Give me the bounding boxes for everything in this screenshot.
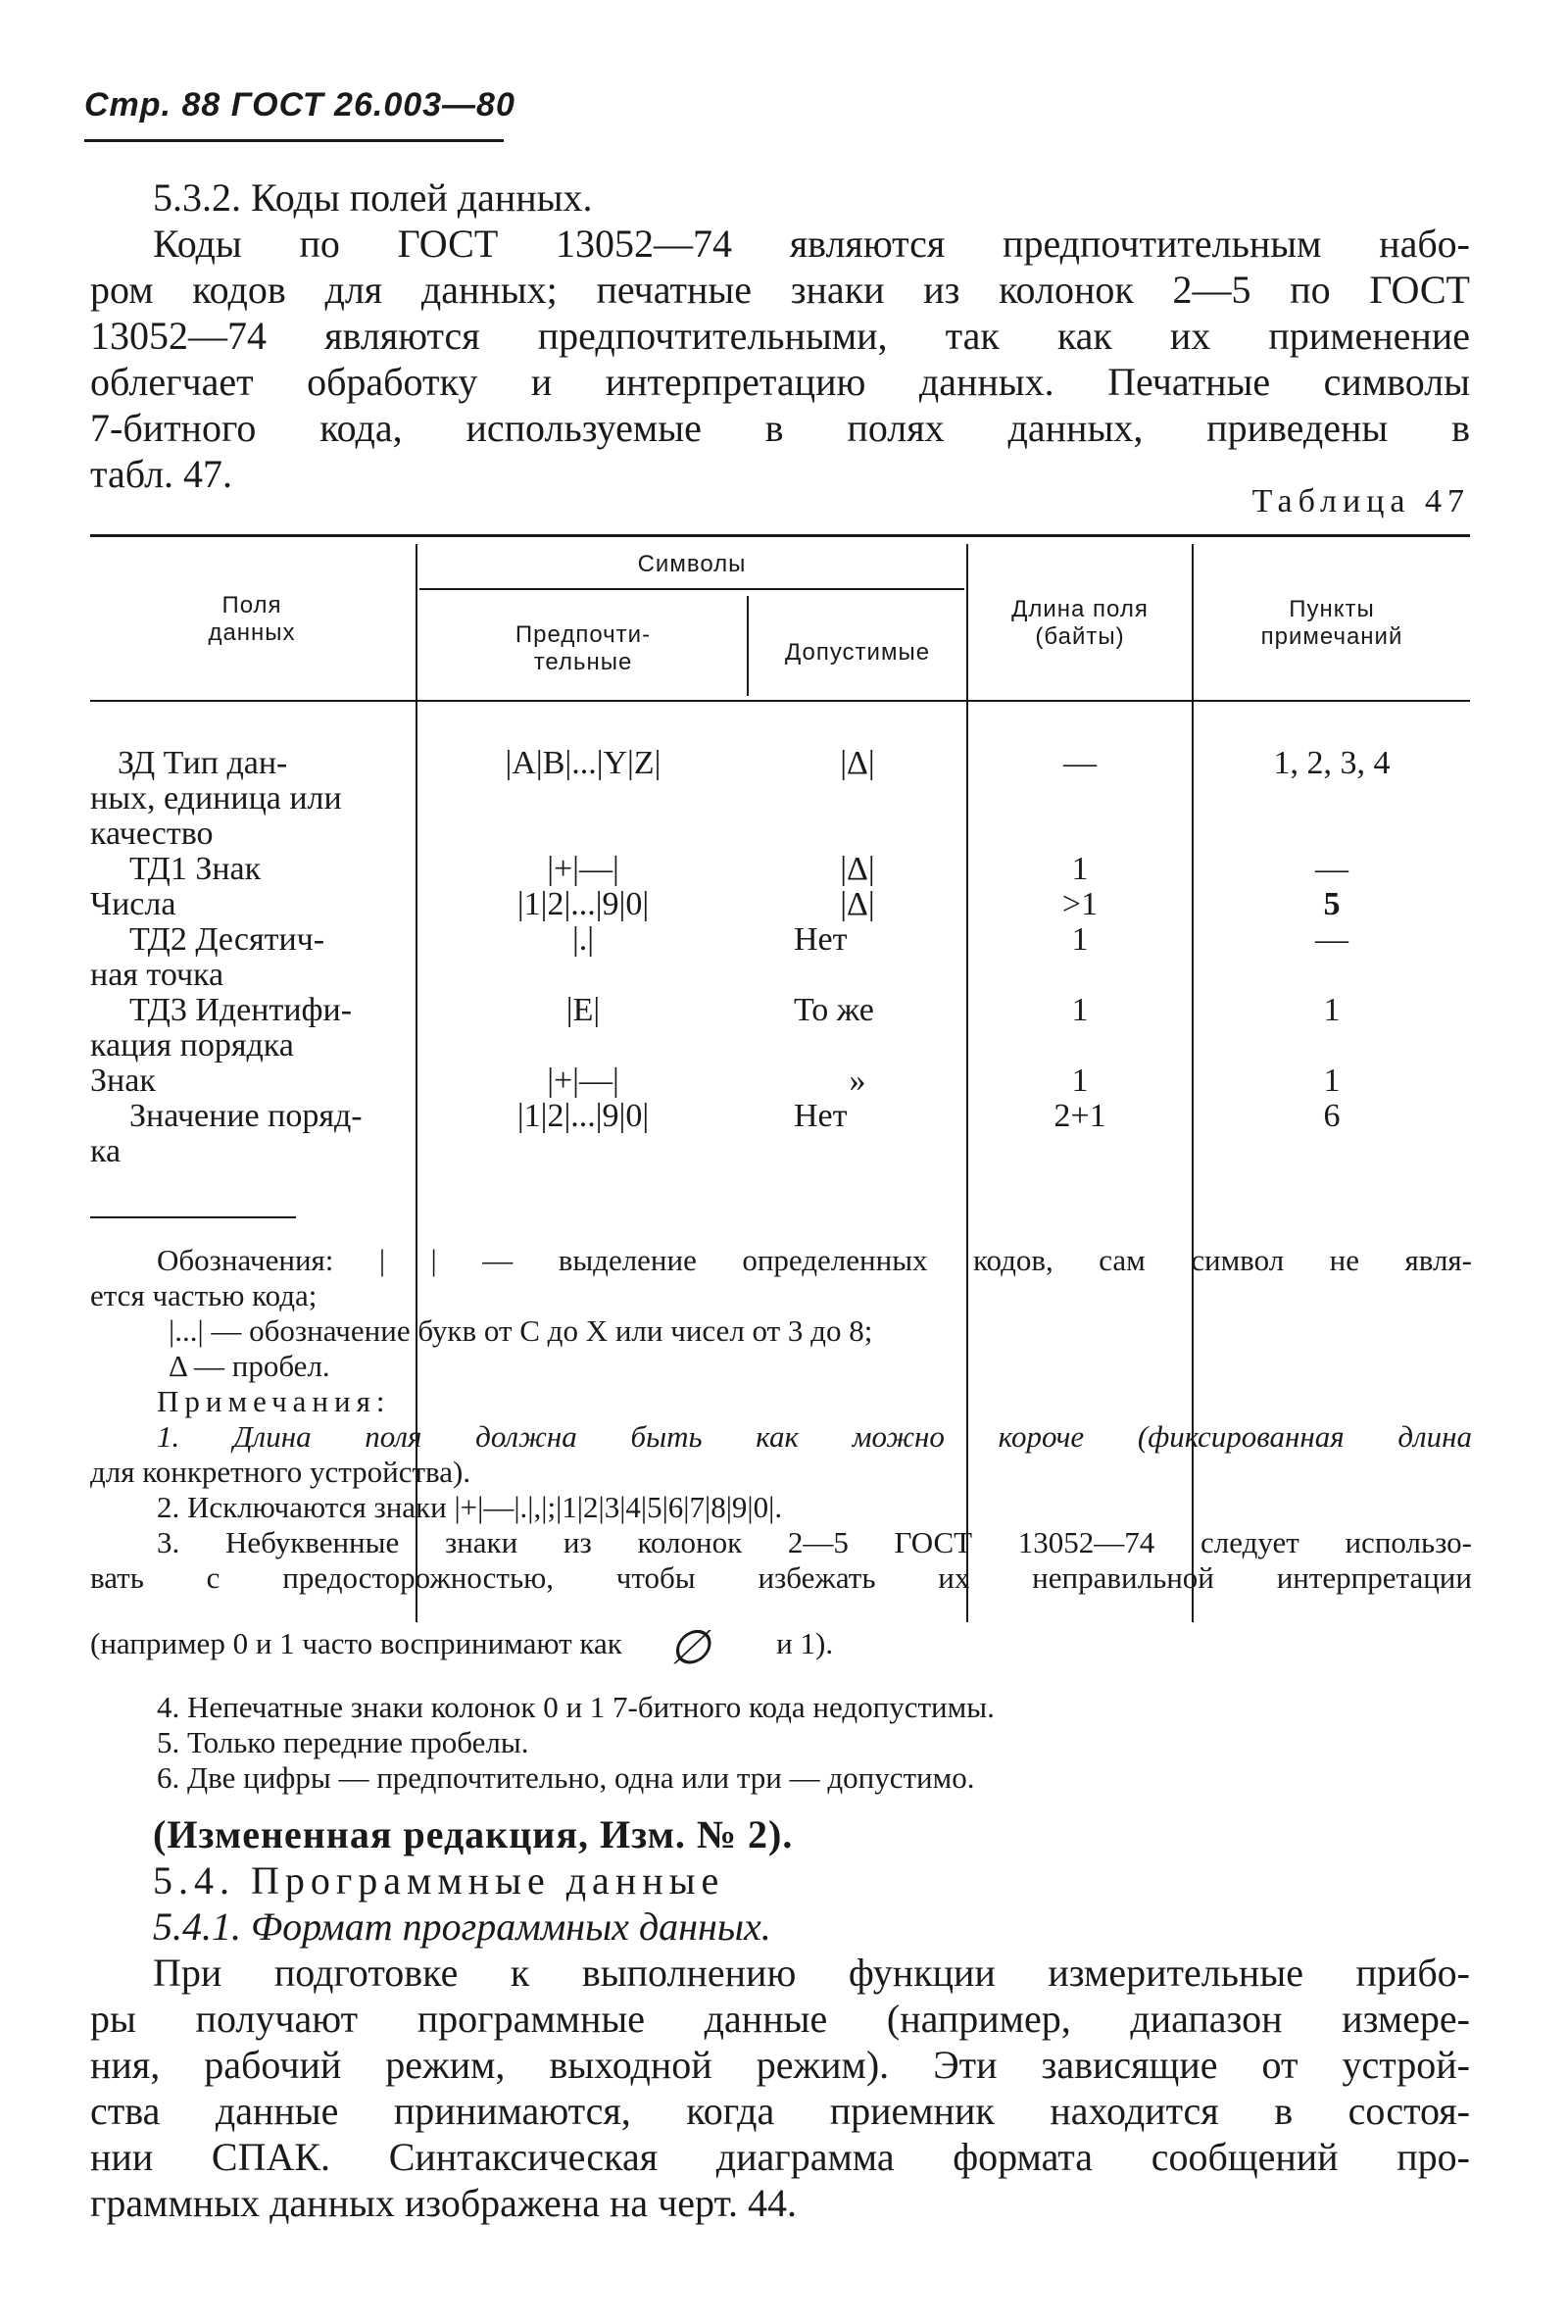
table-cell-preferred: |1|2|...|9|0| <box>516 886 650 922</box>
paragraph-line: облегчает обработку и интерпретацию данных. Печатные символы <box>90 360 1470 404</box>
header-notes: Пункты примечаний <box>1260 596 1403 650</box>
table-row-field: Значение поряд- ка <box>90 1098 363 1169</box>
page-header: Стр. 88 ГОСТ 26.003—80 <box>84 86 515 124</box>
table-cell-notes: 5 <box>1323 886 1341 922</box>
remark-4: 4. Непечатные знаки колонок 0 и 1 7-битного кода недопустимы. <box>157 1690 995 1724</box>
table-cell-length: 1 <box>1071 921 1089 958</box>
table-cell-preferred: |1|2|...|9|0| <box>516 1098 650 1134</box>
table-row-field: ТД1 Знак <box>129 851 262 887</box>
table-row-field: ЗД Тип дан- ных, единица или качество <box>90 745 342 852</box>
table-cell-length: — <box>1063 745 1097 781</box>
table-row-field: Числа <box>90 886 176 922</box>
section-532-heading: 5.3.2. Коды полей данных. <box>153 175 593 220</box>
header-preferred: Предпочти- тельные <box>514 621 652 675</box>
table-cell-notes: — <box>1315 921 1348 958</box>
table-cell-notes: 6 <box>1323 1098 1341 1134</box>
paragraph-line: 7-битного кода, используемые в полях данных, приведены в <box>90 406 1470 450</box>
table-cell-notes: 1 <box>1323 1063 1341 1099</box>
table-cell-allowed: Нет <box>794 921 848 958</box>
table-cell-length: >1 <box>1061 886 1099 922</box>
table-cell-notes: — <box>1315 851 1348 887</box>
header-length: Длина поля (байты) <box>1011 596 1149 650</box>
table-top-rule <box>90 534 1470 537</box>
table-cell-preferred: |.| <box>571 921 595 958</box>
header-rule <box>84 139 504 142</box>
remark-2: 2. Исключаются знаки |+|—|.|,|;|1|2|3|4|5|6|7|8|9|0|. <box>157 1490 783 1524</box>
header-symbols: Символы <box>637 551 747 577</box>
section-54-heading: 5.4. Программные данные <box>153 1858 725 1903</box>
note-line: вать с предосторожностью, чтобы избежать их неправильной интерпретации <box>90 1560 1472 1595</box>
paragraph-line: При подготовке к выполнению функции измерительные прибо- <box>153 1951 1470 1995</box>
table-cell-preferred: |+|—| <box>547 1063 619 1099</box>
remarks-title: Примечания: <box>157 1384 391 1418</box>
paragraph-line: нии СПАК. Синтаксическая диаграмма формата сообщений про- <box>90 2135 1470 2179</box>
paragraph-line: 13052—74 являются предпочтительными, так как их применение <box>90 314 1470 358</box>
table-cell-preferred: |E| <box>565 992 601 1028</box>
paragraph-line: ром кодов для данных; печатные знаки из колонок 2—5 по ГОСТ <box>90 268 1470 312</box>
notes-rule <box>90 1216 296 1218</box>
table-cell-allowed: |Δ| <box>840 851 875 887</box>
table-row-field: ТД3 Идентифи- кация порядка <box>90 992 353 1063</box>
note-line: |...| — обозначение букв от C до X или чисел от 3 до 8; <box>169 1313 873 1348</box>
note-line: ется частью кода; <box>90 1278 318 1312</box>
note-line: для конкретного устройства). <box>90 1455 471 1489</box>
header-bottom-rule <box>90 700 1470 702</box>
table-cell-length: 1 <box>1071 992 1089 1028</box>
header-fields: Поля данных <box>208 592 296 646</box>
table-cell-length: 1 <box>1071 1063 1089 1099</box>
table-cell-preferred: |+|—| <box>547 851 619 887</box>
paragraph-line: табл. 47. <box>90 452 233 496</box>
amendment-note: (Измененная редакция, Изм. № 2). <box>153 1812 794 1856</box>
table-cell-length: 1 <box>1071 851 1089 887</box>
table-caption: Таблица 47 <box>1251 483 1470 519</box>
paragraph-line: граммных данных изображена на черт. 44. <box>90 2181 797 2225</box>
table-cell-allowed: |Δ| <box>840 886 875 922</box>
table-cell-notes: 1, 2, 3, 4 <box>1273 745 1391 781</box>
table-cell-notes: 1 <box>1323 992 1341 1028</box>
table-cell-allowed: » <box>849 1063 866 1099</box>
slashed-zero-symbol: ∅ <box>668 1622 710 1674</box>
paragraph-line: Коды по ГОСТ 13052—74 являются предпочтительным набо- <box>153 222 1470 266</box>
note-line: 1. Длина поля должна быть как можно короче (фиксированная длина <box>157 1419 1472 1454</box>
paragraph-line: ры получают программные данные (например, диапазон измере- <box>90 1997 1470 2041</box>
table-cell-allowed: |Δ| <box>840 745 875 781</box>
note-line: 3. Небуквенные знаки из колонок 2—5 ГОСТ 13052—74 следует использо- <box>157 1525 1472 1559</box>
table-row-field: Знак <box>90 1063 156 1099</box>
table-cell-length: 2+1 <box>1054 1098 1106 1134</box>
remark-6: 6. Две цифры — предпочтительно, одна или три — допустимо. <box>157 1760 975 1795</box>
table-cell-preferred: |A|B|...|Y|Z| <box>505 745 662 781</box>
remark-3-text: и 1). <box>776 1626 834 1660</box>
paragraph-line: ства данные принимаются, когда приемник находится в состоя- <box>90 2089 1470 2133</box>
section-541-heading: 5.4.1. Формат программных данных. <box>153 1904 771 1949</box>
remark-5: 5. Только передние пробелы. <box>157 1725 529 1759</box>
table-row-field: ТД2 Десятич- ная точка <box>90 921 325 993</box>
table-cell-allowed: То же <box>794 992 874 1028</box>
table-cell-allowed: Нет <box>794 1098 848 1134</box>
note-line <box>90 1621 1472 1674</box>
note-line: Обозначения: | | — выделение определенных кодов, сам символ не явля- <box>157 1243 1472 1277</box>
remark-3-text: (например 0 и 1 часто воспринимают как <box>90 1626 622 1660</box>
paragraph-line: ния, рабочий режим, выходной режим). Эти зависящие от устрой- <box>90 2043 1470 2087</box>
symbols-rule <box>419 588 964 590</box>
header-allowed: Допустимые <box>784 639 931 666</box>
note-line: Δ — пробел. <box>169 1349 330 1383</box>
